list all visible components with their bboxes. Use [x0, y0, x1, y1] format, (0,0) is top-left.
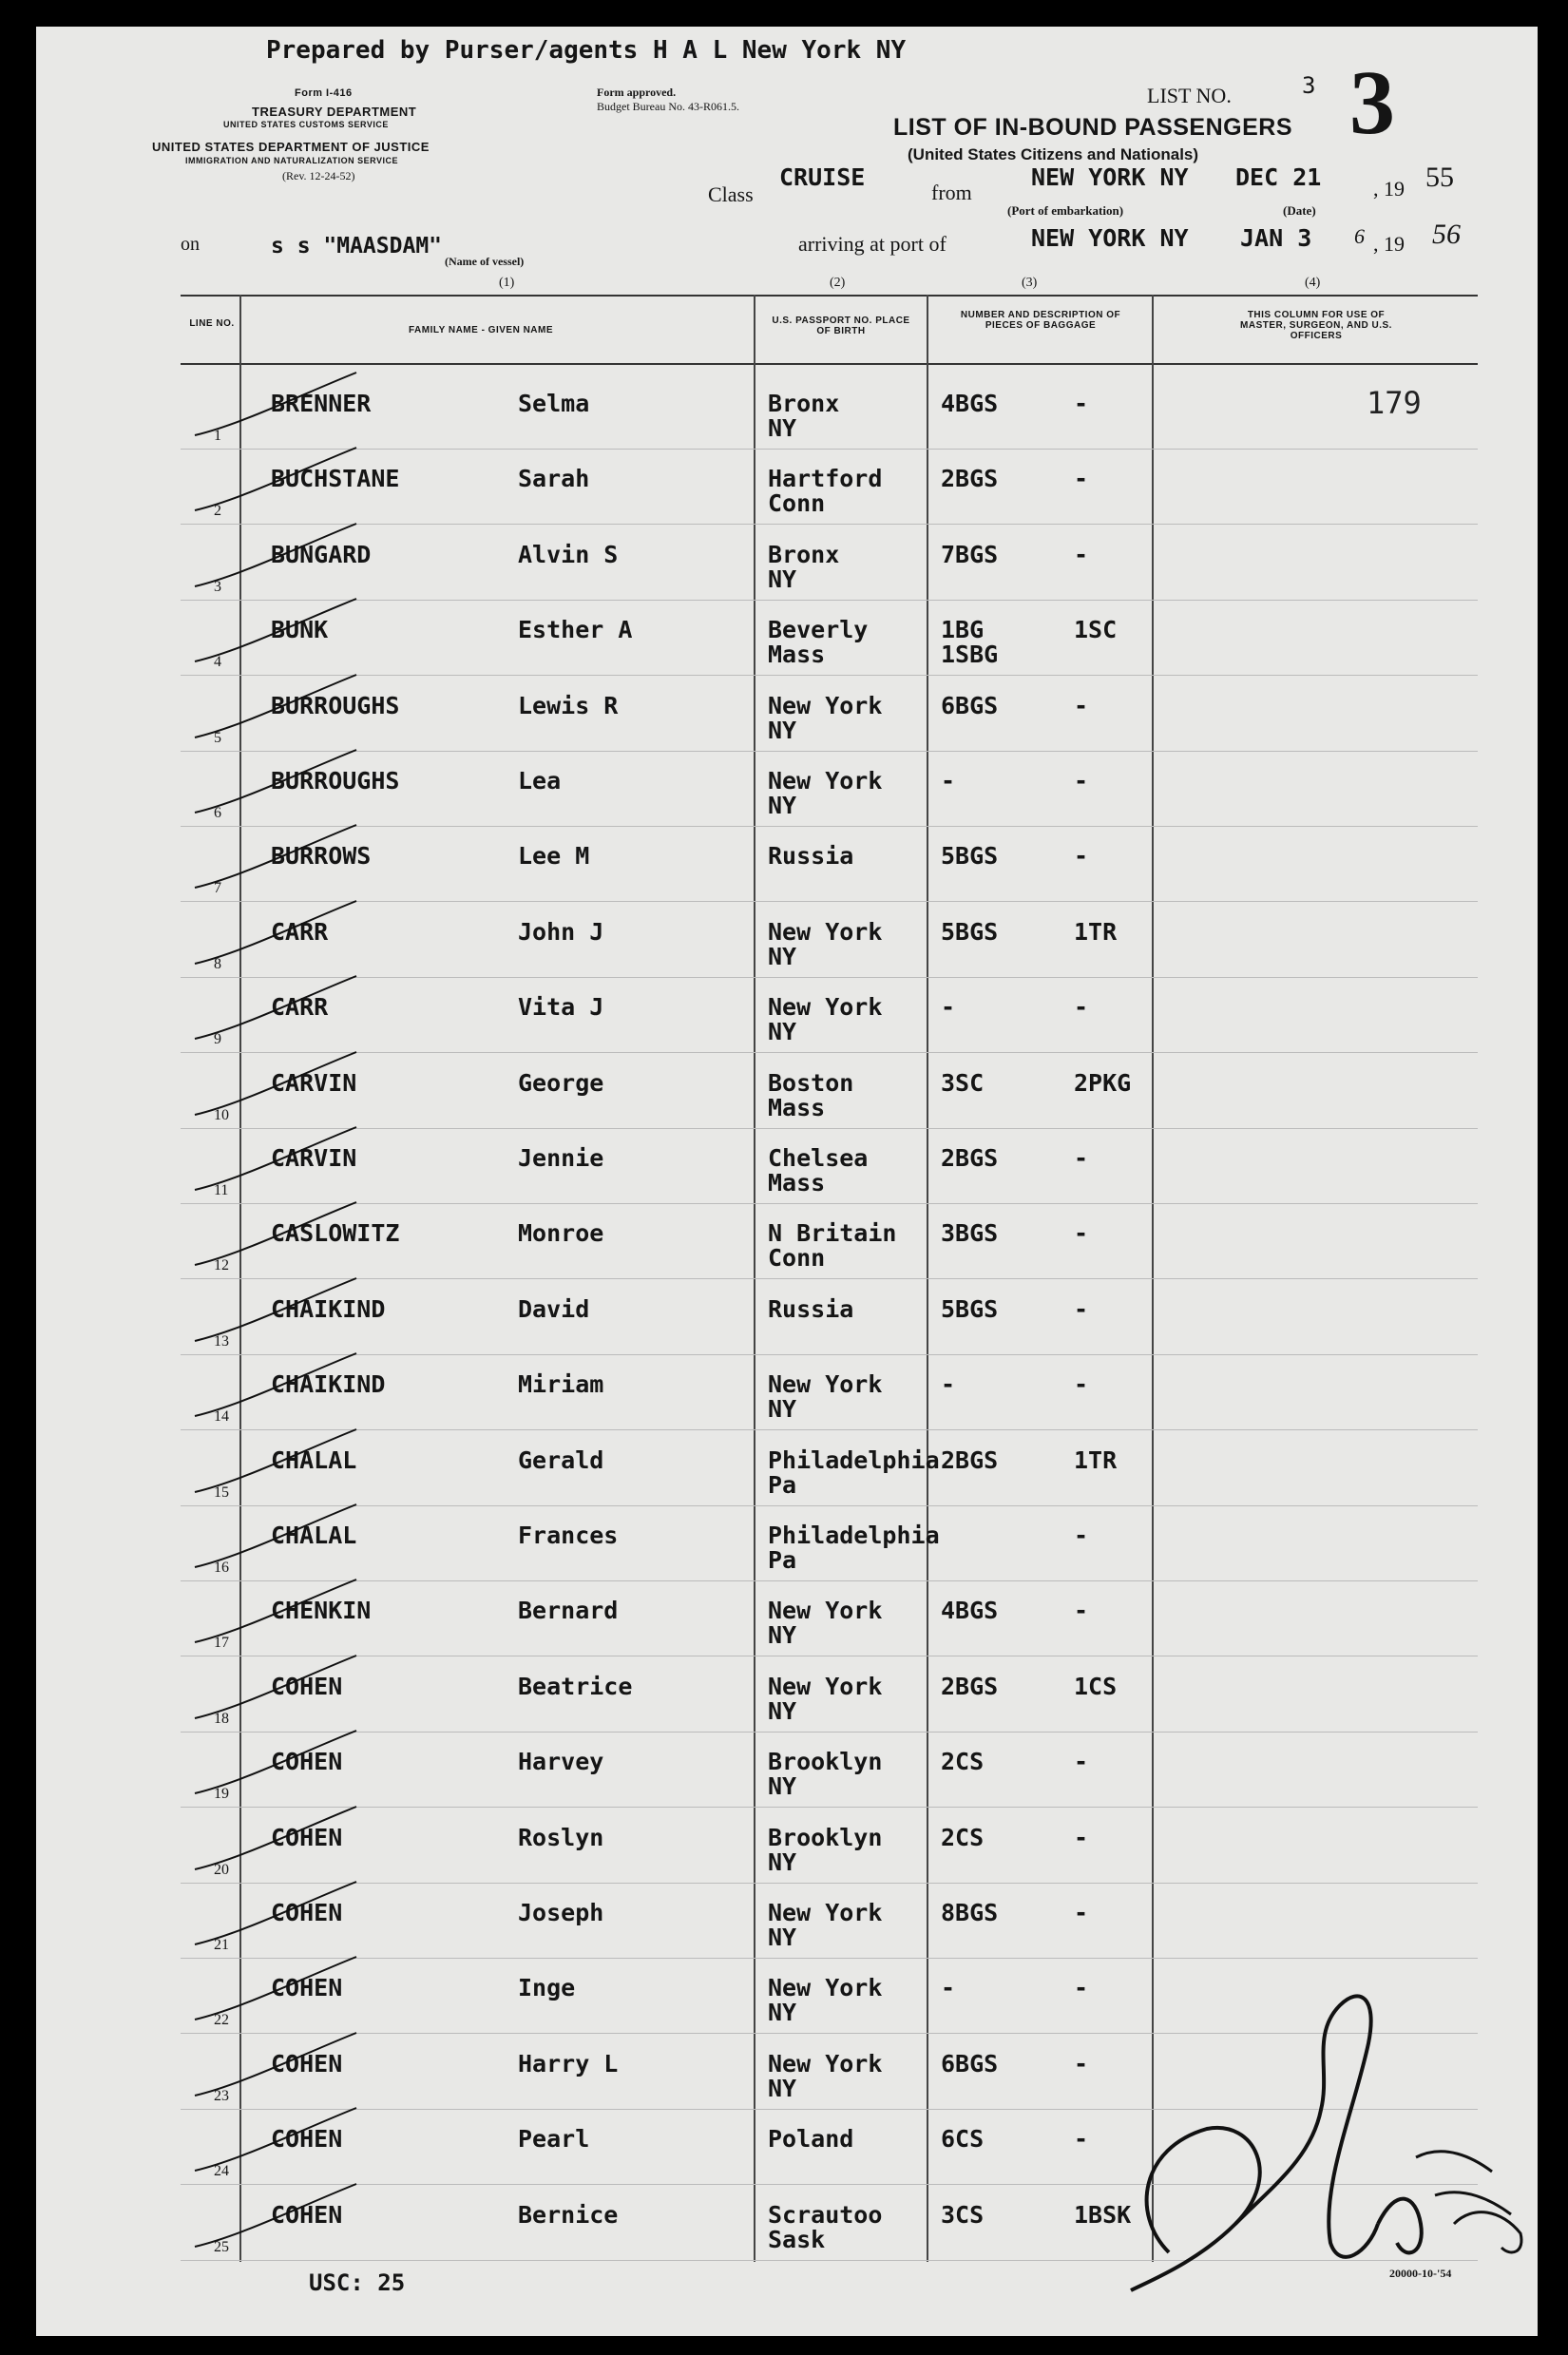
check-mark [185, 1424, 375, 1500]
birthplace-line-1: New York [768, 1673, 883, 1700]
birthplace-line-1: New York [768, 2050, 883, 2077]
given-name: Roslyn [518, 1824, 604, 1851]
baggage-primary: 5BGS [941, 918, 999, 946]
line-number: 13 [214, 1333, 229, 1350]
birthplace-line-1: New York [768, 918, 883, 946]
given-name: Sarah [518, 465, 590, 492]
baggage-primary: 8BGS [941, 1899, 999, 1926]
birthplace-line-1: New York [768, 1370, 883, 1398]
birthplace-line-2: NY [768, 565, 797, 593]
header-officers-use: THIS COLUMN FOR USE OF MASTER, SURGEON, AND U.S. OFFICERS [1240, 310, 1392, 341]
baggage-secondary: 1SC [1074, 616, 1118, 643]
form-code: 20000-10-'54 [1389, 2267, 1452, 2280]
birthplace-line-1: Poland [768, 2125, 854, 2153]
embarkation-year: 55 [1425, 162, 1454, 193]
check-mark [185, 1650, 375, 1726]
family-name: BUCHSTANE [271, 465, 400, 492]
check-mark [185, 1951, 375, 2027]
check-mark [185, 367, 375, 443]
table-top-rule [181, 295, 1478, 297]
header-family-given-name: FAMILY NAME - GIVEN NAME [409, 325, 554, 335]
family-name: COHEN [271, 1824, 343, 1851]
given-name: George [518, 1069, 604, 1097]
line-number: 23 [214, 2088, 229, 2104]
birthplace-line-1: New York [768, 1899, 883, 1926]
line-number: 9 [214, 1031, 221, 1047]
given-name: Bernard [518, 1597, 619, 1624]
check-mark [185, 895, 375, 971]
given-name: Bernice [518, 2201, 619, 2229]
line-number: 20 [214, 1862, 229, 1878]
port-embarkation-caption: (Port of embarkation) [1007, 203, 1124, 218]
column-number-4: (4) [1305, 276, 1321, 290]
family-name: CHALAL [271, 1446, 357, 1474]
birthplace-line-2: NY [768, 2075, 797, 2102]
on-label: on [181, 234, 200, 255]
birthplace-line-2: NY [768, 717, 797, 744]
line-number: 12 [214, 1257, 229, 1273]
line-number: 14 [214, 1408, 229, 1425]
line-number: 16 [214, 1560, 229, 1576]
baggage-secondary: - [1074, 1522, 1089, 1549]
baggage-primary: 5BGS [941, 842, 999, 870]
given-name: Frances [518, 1522, 619, 1549]
family-name: COHEN [271, 1673, 343, 1700]
check-mark [185, 1801, 375, 1877]
given-name: Alvin S [518, 541, 619, 568]
family-name: CARR [271, 993, 329, 1021]
embarkation-date: DEC 21 [1235, 163, 1322, 191]
form-revision: (Rev. 12-24-52) [282, 169, 355, 182]
baggage-primary: 6BGS [941, 692, 999, 719]
line-number: 1 [214, 428, 221, 444]
baggage-primary: - [941, 767, 956, 795]
family-name: CARVIN [271, 1069, 357, 1097]
date-caption: (Date) [1283, 203, 1316, 218]
line-number: 25 [214, 2239, 229, 2255]
given-name: Jennie [518, 1144, 604, 1172]
birthplace-line-1: New York [768, 1597, 883, 1624]
baggage-primary: 6BGS [941, 2050, 999, 2077]
embarkation-year-prefix: , 19 [1373, 177, 1405, 201]
class-label: Class [708, 182, 754, 206]
given-name: Joseph [518, 1899, 604, 1926]
line-number: 24 [214, 2163, 229, 2179]
family-name: CHAIKIND [271, 1370, 386, 1398]
arrival-date: JAN 3 [1240, 224, 1312, 252]
birthplace-line-1: Brooklyn [768, 1824, 883, 1851]
birthplace-line-2: Mass [768, 1169, 826, 1197]
line-number: 22 [214, 2012, 229, 2028]
check-mark [185, 1197, 375, 1273]
check-mark [185, 1348, 375, 1424]
baggage-primary: 7BGS [941, 541, 999, 568]
line-number: 6 [214, 805, 221, 821]
check-mark [185, 593, 375, 669]
birthplace-line-1: Bronx [768, 541, 840, 568]
line-number: 2 [214, 503, 221, 519]
birthplace-line-2: NY [768, 1848, 797, 1876]
check-mark [185, 1876, 375, 1952]
line-number: 15 [214, 1484, 229, 1501]
given-name: Miriam [518, 1370, 604, 1398]
baggage-primary: 1BG [941, 616, 985, 643]
given-name: Vita J [518, 993, 604, 1021]
baggage-primary: - [941, 1974, 956, 2001]
baggage-secondary: - [1074, 1748, 1089, 1775]
birthplace-line-2: Sask [768, 2226, 826, 2253]
given-name: Esther A [518, 616, 633, 643]
birthplace-line-2: NY [768, 1697, 797, 1725]
check-mark [185, 819, 375, 895]
baggage-secondary: - [1074, 390, 1089, 417]
list-number-label: LIST NO. [1147, 84, 1232, 107]
baggage-secondary: - [1074, 1899, 1089, 1926]
baggage-primary: 3SC [941, 1069, 985, 1097]
given-name: Harry L [518, 2050, 619, 2077]
birthplace-line-2: NY [768, 1772, 797, 1800]
birthplace-line-1: Hartford [768, 465, 883, 492]
family-name: BRENNER [271, 390, 372, 417]
family-name: BUNK [271, 616, 329, 643]
header-line-no: LINE NO. [189, 318, 235, 329]
birthplace-line-1: Beverly [768, 616, 869, 643]
birthplace-line-2: NY [768, 1018, 797, 1045]
birthplace-line-1: Boston [768, 1069, 854, 1097]
birthplace-line-2: NY [768, 943, 797, 970]
baggage-secondary: - [1074, 541, 1089, 568]
family-name: CHAIKIND [271, 1295, 386, 1323]
baggage-primary: 2CS [941, 1748, 985, 1775]
baggage-primary: - [941, 993, 956, 1021]
given-name: Lee M [518, 842, 590, 870]
department-of-justice: UNITED STATES DEPARTMENT OF JUSTICE [152, 140, 430, 154]
line-number: 18 [214, 1711, 229, 1727]
vessel-caption: (Name of vessel) [445, 255, 525, 268]
line-number: 3 [214, 579, 221, 595]
baggage-secondary: 1TR [1074, 918, 1118, 946]
given-name: Lea [518, 767, 562, 795]
baggage-primary: - [941, 1370, 956, 1398]
birthplace-line-2: Mass [768, 1094, 826, 1121]
officer-note: 179 [1367, 385, 1422, 421]
prepared-by-line: Prepared by Purser/agents H A L New York NY [266, 36, 907, 65]
birthplace-line-1: Bronx [768, 390, 840, 417]
baggage-primary: 5BGS [941, 1295, 999, 1323]
family-name: COHEN [271, 1974, 343, 2001]
check-mark [185, 2178, 375, 2254]
birthplace-line-1: New York [768, 692, 883, 719]
family-name: CASLOWITZ [271, 1219, 400, 1247]
family-name: COHEN [271, 2125, 343, 2153]
baggage-secondary: 1TR [1074, 1446, 1118, 1474]
given-name: John J [518, 918, 604, 946]
baggage-primary: 2BGS [941, 1446, 999, 1474]
baggage-primary-line-2: 1SBG [941, 641, 999, 668]
baggage-secondary: 1BSK [1074, 2201, 1132, 2229]
given-name: Pearl [518, 2125, 590, 2153]
baggage-secondary: - [1074, 2050, 1089, 2077]
line-number: 21 [214, 1937, 229, 1953]
baggage-secondary: - [1074, 465, 1089, 492]
arriving-label: arriving at port of [798, 232, 947, 256]
list-number-small: 3 [1302, 72, 1316, 99]
baggage-secondary: - [1074, 1219, 1089, 1247]
baggage-secondary: - [1074, 767, 1089, 795]
birthplace-line-1: Chelsea [768, 1144, 869, 1172]
vessel-name: s s "MAASDAM" [271, 234, 443, 258]
immigration-service: IMMIGRATION AND NATURALIZATION SERVICE [185, 156, 398, 165]
given-name: Lewis R [518, 692, 619, 719]
birthplace-line-2: Conn [768, 1244, 826, 1272]
baggage-secondary: 1CS [1074, 1673, 1118, 1700]
birthplace-line-2: NY [768, 1621, 797, 1649]
from-label: from [931, 181, 972, 204]
check-mark [185, 2102, 375, 2178]
family-name: BUNGARD [271, 541, 372, 568]
embarkation-port: NEW YORK NY [1031, 163, 1189, 191]
birthplace-line-1: Russia [768, 1295, 854, 1323]
line-number: 7 [214, 880, 221, 896]
birthplace-line-1: Philadelphia [768, 1522, 940, 1549]
column-number-2: (2) [830, 276, 846, 290]
treasury-department: TREASURY DEPARTMENT [252, 105, 417, 119]
baggage-primary: 2BGS [941, 1144, 999, 1172]
given-name: Harvey [518, 1748, 604, 1775]
check-mark [185, 1574, 375, 1650]
line-number: 19 [214, 1786, 229, 1802]
baggage-secondary: - [1074, 1370, 1089, 1398]
table-header-rule [181, 363, 1478, 365]
header-passport-birthplace: U.S. PASSPORT NO. PLACE OF BIRTH [772, 316, 910, 336]
birthplace-line-2: NY [768, 1999, 797, 2026]
birthplace-line-1: N Britain [768, 1219, 897, 1247]
given-name: Monroe [518, 1219, 604, 1247]
family-name: CHENKIN [271, 1597, 372, 1624]
family-name: COHEN [271, 1899, 343, 1926]
baggage-secondary: - [1074, 1597, 1089, 1624]
birthplace-line-1: Philadelphia [768, 1446, 940, 1474]
column-number-3: (3) [1022, 276, 1038, 290]
check-mark [185, 1273, 375, 1349]
baggage-primary: 3CS [941, 2201, 985, 2229]
class-value: CRUISE [779, 163, 866, 191]
check-mark [185, 1725, 375, 1801]
birthplace-line-2: Pa [768, 1471, 797, 1499]
birthplace-line-2: NY [768, 792, 797, 819]
list-title: LIST OF IN-BOUND PASSENGERS [893, 114, 1293, 141]
budget-bureau: Budget Bureau No. 43-R061.5. [597, 100, 739, 113]
baggage-secondary: - [1074, 842, 1089, 870]
arrival-year-prefix: , 19 [1373, 232, 1405, 256]
line-number: 10 [214, 1107, 229, 1123]
check-mark [185, 1046, 375, 1122]
birthplace-line-1: New York [768, 1974, 883, 2001]
baggage-secondary: - [1074, 1974, 1089, 2001]
list-subtitle: (United States Citizens and Nationals) [908, 145, 1199, 163]
family-name: COHEN [271, 2050, 343, 2077]
line-number: 5 [214, 730, 221, 746]
birthplace-line-1: Brooklyn [768, 1748, 883, 1775]
arrival-port: NEW YORK NY [1031, 224, 1189, 252]
form-number: Form I-416 [295, 87, 353, 99]
family-name: COHEN [271, 1748, 343, 1775]
birthplace-line-1: Scrautoo [768, 2201, 883, 2229]
birthplace-line-2: Pa [768, 1546, 797, 1574]
baggage-primary: 3BGS [941, 1219, 999, 1247]
header-baggage: NUMBER AND DESCRIPTION OF PIECES OF BAGGAGE [960, 310, 1121, 331]
baggage-primary: 2CS [941, 1824, 985, 1851]
baggage-primary: 2BGS [941, 465, 999, 492]
birthplace-line-2: Mass [768, 641, 826, 668]
check-mark [185, 669, 375, 745]
birthplace-line-2: NY [768, 414, 797, 442]
given-name: Gerald [518, 1446, 604, 1474]
arrival-year: 56 [1432, 219, 1461, 250]
check-mark [185, 442, 375, 518]
family-name: COHEN [271, 2201, 343, 2229]
given-name: David [518, 1295, 590, 1323]
family-name: BURROUGHS [271, 692, 400, 719]
birthplace-line-1: Russia [768, 842, 854, 870]
list-number-stamp: 3 [1349, 51, 1395, 153]
line-number: 11 [214, 1182, 229, 1198]
family-name: BURROWS [271, 842, 372, 870]
given-name: Selma [518, 390, 590, 417]
family-name: BURROUGHS [271, 767, 400, 795]
column-number-1: (1) [499, 276, 515, 290]
baggage-primary: 6CS [941, 2125, 985, 2153]
birthplace-line-2: NY [768, 1924, 797, 1951]
family-name: CARR [271, 918, 329, 946]
birthplace-line-1: New York [768, 767, 883, 795]
baggage-secondary: - [1074, 2125, 1089, 2153]
check-mark [185, 970, 375, 1046]
arrival-handwritten-mark: 6 [1354, 224, 1365, 248]
check-mark [185, 518, 375, 594]
line-number: 17 [214, 1635, 229, 1651]
birthplace-line-2: NY [768, 1395, 797, 1423]
baggage-primary: 2BGS [941, 1673, 999, 1700]
baggage-secondary: 2PKG [1074, 1069, 1132, 1097]
given-name: Inge [518, 1974, 576, 2001]
line-number: 4 [214, 654, 221, 670]
given-name: Beatrice [518, 1673, 633, 1700]
master-signature [1093, 1967, 1549, 2309]
check-mark [185, 2027, 375, 2103]
check-mark [185, 744, 375, 820]
baggage-secondary: - [1074, 993, 1089, 1021]
baggage-primary: 4BGS [941, 1597, 999, 1624]
line-number: 8 [214, 956, 221, 972]
birthplace-line-1: New York [768, 993, 883, 1021]
baggage-secondary: - [1074, 692, 1089, 719]
usc-total: USC: 25 [309, 2269, 406, 2296]
family-name: CARVIN [271, 1144, 357, 1172]
baggage-secondary: - [1074, 1295, 1089, 1323]
baggage-secondary: - [1074, 1824, 1089, 1851]
baggage-secondary: - [1074, 1144, 1089, 1172]
check-mark [185, 1499, 375, 1575]
family-name: CHALAL [271, 1522, 357, 1549]
birthplace-line-2: Conn [768, 489, 826, 517]
baggage-primary: 4BGS [941, 390, 999, 417]
form-approved: Form approved. [597, 86, 677, 99]
customs-service: UNITED STATES CUSTOMS SERVICE [223, 120, 389, 129]
check-mark [185, 1121, 375, 1197]
